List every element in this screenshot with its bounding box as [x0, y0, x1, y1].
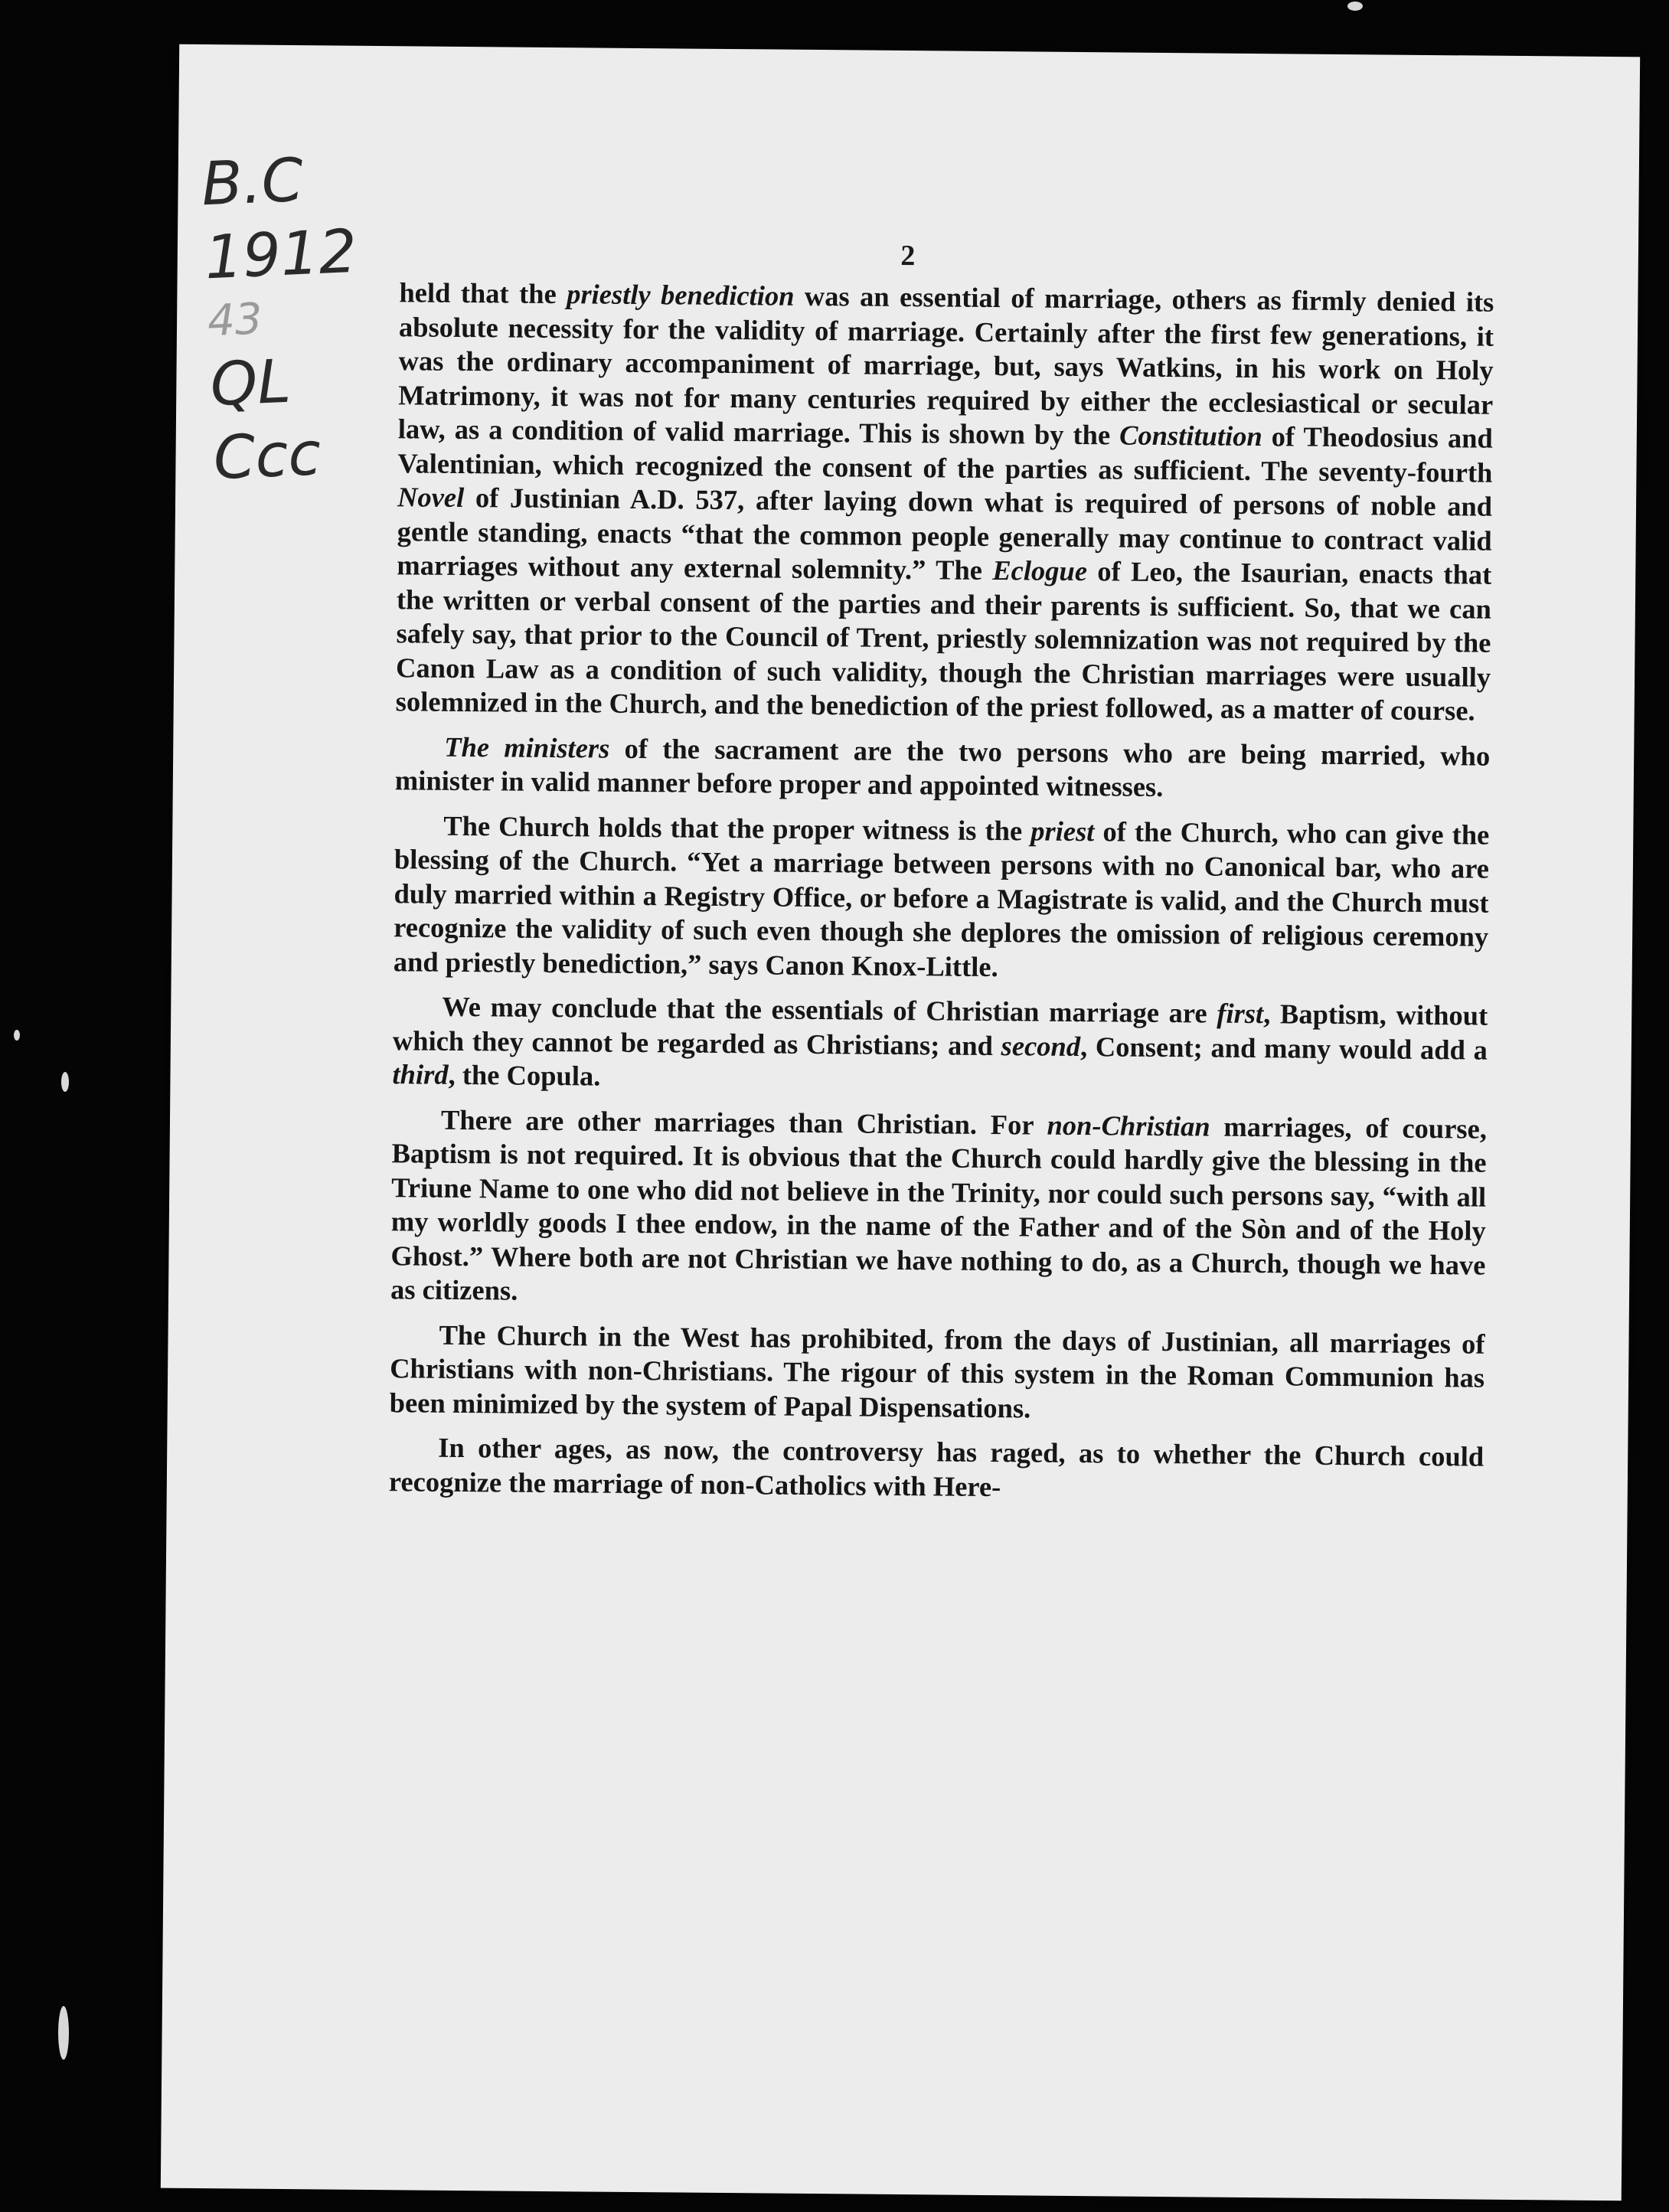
italic-phrase: priest — [1030, 814, 1095, 847]
italic-phrase: Eclogue — [992, 554, 1088, 587]
italic-phrase: second — [1001, 1029, 1081, 1062]
page-number: 2 — [900, 239, 916, 273]
paragraph — [389, 1430, 1484, 1508]
margin-note-line: 1912 — [203, 217, 358, 293]
margin-note-line: Ccc — [212, 420, 323, 494]
italic-phrase: Constitution — [1119, 419, 1262, 453]
scan-speck — [58, 2006, 69, 2060]
italic-phrase: third — [392, 1058, 449, 1090]
text-run: of Theodosius and Valentinian, which recognized the consent of the parties as sufficient. The seventy-fourth — [397, 420, 1494, 488]
text-run: marriages, of course, Baptism is not required. It is obvious that the Church could hardly give the blessing in the Triune Name to one who did not believe in the Trinity, nor could such persons say, “with all my worldly goods I thee endow, in the name of the Father and of the Sòn and of the Holy Ghost.” Where both are not Christian we have nothing to do, as a Church, though we have as citizens. — [390, 1110, 1488, 1306]
handwritten-margin-note — [200, 142, 367, 495]
paragraph — [392, 989, 1488, 1101]
scanned-page — [161, 44, 1640, 2201]
margin-note-line: QL — [208, 347, 292, 420]
text-run: of Justinian A.D. 537, after laying down what is required of persons of noble and gentle standing, enacts “that the common people generally may continue to contract valid marriages without any external solemnity.” The — [397, 481, 1493, 586]
paragraph — [395, 730, 1491, 807]
paragraph — [390, 1318, 1485, 1429]
paragraph — [396, 276, 1494, 728]
text-run: There are other marriages than Christian. For — [440, 1103, 1047, 1141]
italic-phrase: Novel — [397, 481, 465, 513]
scan-speck — [1347, 2, 1363, 11]
text-run: held that the — [399, 276, 567, 310]
text-run: The Church in the West has prohibited, from the days of Justinian, all marriages of Christians with non-Christians. The rigour of this system in the Roman Communion has been minimized by the system of Papal Dispensations. — [389, 1318, 1485, 1423]
italic-phrase: non-Christian — [1047, 1109, 1210, 1142]
text-run: of the sacrament are the two persons who are being married, who minister in valid manner before proper and appointed witnesses. — [394, 732, 1491, 802]
italic-phrase: The ministers — [444, 730, 610, 764]
text-run: of the Church, who can give the blessing of the Church. “Yet a marriage between persons with no Canonical bar, who are duly married within a Registry Office, or before a Magistrate is valid, and the Church must recognize the validity of such even though she deplores the omission of religious ceremony and priestly benediction,” says Canon Knox-Little. — [393, 815, 1490, 982]
text-run: , the Copula. — [448, 1058, 601, 1092]
text-run: was an essential of marriage, others as firmly denied its absolute necessity for the validity of marriage. Certainly after the first few generations, it was the ordinary accompaniment of marriage, but, says Watkins, in his work on Holy Matrimony, it was not for many centuries required by either the ecclesiastical or secular law, as a condition of valid marriage. This is shown by the — [397, 279, 1494, 451]
body-text — [389, 276, 1494, 1518]
text-run: The Church holds that the proper witness is the — [443, 809, 1031, 846]
text-run: , Baptism, without which they cannot be regarded as Christians; and — [392, 998, 1488, 1061]
text-run: In other ages, as now, the controversy has raged, as to whether the Church could recognize the marriage of non-Catholics with Here- — [388, 1431, 1484, 1502]
italic-phrase: priestly benediction — [567, 278, 795, 312]
text-run: of Leo, the Isaurian, enacts that the written or verbal consent of the parties and their parents is sufficient. So, that we can safely say, that prior to the Council of Trent, priestly solemnization was not required by the Canon Law as a condition of such validity, though the Christian marriages were usually solemnized in the Church, and the benediction of the priest followed, as a matter of course. — [395, 555, 1492, 727]
paragraph — [394, 809, 1490, 988]
text-run: We may conclude that the essentials of Christian marriage are — [442, 990, 1217, 1029]
scan-speck — [61, 1072, 69, 1092]
margin-note-line: B.C — [200, 145, 305, 220]
margin-note-line: 43 — [206, 294, 263, 347]
text-run: , Consent; and many would add a — [1079, 1030, 1488, 1066]
scan-speck — [14, 1030, 20, 1041]
italic-phrase: first — [1217, 997, 1264, 1030]
paragraph — [390, 1103, 1487, 1316]
